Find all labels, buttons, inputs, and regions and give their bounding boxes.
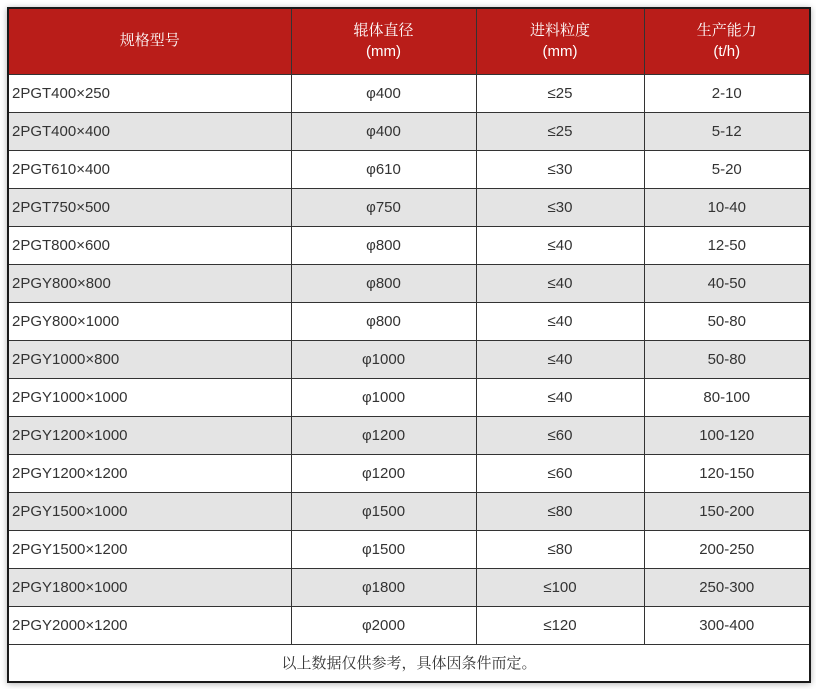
value-cell: 100-120: [644, 416, 810, 454]
table-row: [8, 74, 810, 112]
value-cell: φ610: [291, 150, 476, 188]
header-unit: (mm): [366, 43, 401, 61]
model-cell: 2PGT400×250: [8, 74, 291, 112]
model-cell: 2PGT800×600: [8, 226, 291, 264]
value-cell: ≤40: [476, 264, 644, 302]
value-cell: φ1200: [291, 454, 476, 492]
value-cell: 250-300: [644, 568, 810, 606]
value-cell: ≤100: [476, 568, 644, 606]
header-unit: (t/h): [713, 43, 741, 61]
model-cell: 2PGY1000×1000: [8, 378, 291, 416]
value-cell: ≤120: [476, 606, 644, 644]
header-cell-model: [8, 8, 291, 74]
value-cell: ≤25: [476, 74, 644, 112]
value-cell: φ800: [291, 226, 476, 264]
model-cell: 2PGT610×400: [8, 150, 291, 188]
table-row: [8, 340, 810, 378]
table-row: [8, 454, 810, 492]
value-cell: 5-12: [644, 112, 810, 150]
value-cell: 120-150: [644, 454, 810, 492]
value-cell: ≤80: [476, 530, 644, 568]
value-cell: 200-250: [644, 530, 810, 568]
spec-table: [7, 7, 811, 683]
model-cell: 2PGY1800×1000: [8, 568, 291, 606]
header-row: [8, 8, 810, 74]
value-cell: 40-50: [644, 264, 810, 302]
model-cell: 2PGY2000×1200: [8, 606, 291, 644]
value-cell: 2-10: [644, 74, 810, 112]
header-cell-roller-diameter: [291, 8, 476, 74]
value-cell: ≤30: [476, 150, 644, 188]
table-row: [8, 530, 810, 568]
model-cell: 2PGY1200×1200: [8, 454, 291, 492]
value-cell: 50-80: [644, 340, 810, 378]
value-cell: ≤25: [476, 112, 644, 150]
value-cell: ≤40: [476, 226, 644, 264]
table-row: [8, 416, 810, 454]
header-unit: (mm): [542, 43, 578, 61]
value-cell: φ800: [291, 264, 476, 302]
header-label: 生产能力: [696, 21, 757, 39]
model-cell: 2PGY1200×1000: [8, 416, 291, 454]
value-cell: φ1500: [291, 530, 476, 568]
footer-note: 以上数据仅供参考，具体因条件而定。: [8, 644, 810, 682]
value-cell: 150-200: [644, 492, 810, 530]
table-row: [8, 568, 810, 606]
model-cell: 2PGT400×400: [8, 112, 291, 150]
value-cell: φ1500: [291, 492, 476, 530]
value-cell: φ400: [291, 74, 476, 112]
footer-row: [8, 644, 810, 682]
header-label: 辊体直径: [353, 21, 414, 39]
header-cell-capacity: [644, 8, 810, 74]
table-footer: [8, 644, 810, 682]
value-cell: 5-20: [644, 150, 810, 188]
table-row: [8, 226, 810, 264]
model-cell: 2PGY1500×1200: [8, 530, 291, 568]
value-cell: φ400: [291, 112, 476, 150]
table-row: [8, 378, 810, 416]
value-cell: 80-100: [644, 378, 810, 416]
header-cell-feed-size: [476, 8, 644, 74]
value-cell: ≤60: [476, 416, 644, 454]
table-row: [8, 112, 810, 150]
table-row: [8, 150, 810, 188]
model-cell: 2PGY1500×1000: [8, 492, 291, 530]
value-cell: φ1000: [291, 340, 476, 378]
value-cell: ≤40: [476, 302, 644, 340]
value-cell: ≤40: [476, 378, 644, 416]
table-row: [8, 492, 810, 530]
value-cell: 50-80: [644, 302, 810, 340]
model-cell: 2PGT750×500: [8, 188, 291, 226]
value-cell: φ800: [291, 302, 476, 340]
table-row: [8, 302, 810, 340]
value-cell: 10-40: [644, 188, 810, 226]
value-cell: ≤80: [476, 492, 644, 530]
table-row: [8, 606, 810, 644]
value-cell: 300-400: [644, 606, 810, 644]
table-header: [8, 8, 810, 74]
table-body: [8, 74, 810, 644]
value-cell: φ1800: [291, 568, 476, 606]
model-cell: 2PGY800×800: [8, 264, 291, 302]
model-cell: 2PGY800×1000: [8, 302, 291, 340]
value-cell: ≤40: [476, 340, 644, 378]
value-cell: 12-50: [644, 226, 810, 264]
model-cell: 2PGY1000×800: [8, 340, 291, 378]
value-cell: ≤30: [476, 188, 644, 226]
value-cell: φ1200: [291, 416, 476, 454]
header-label: 进料粒度: [529, 21, 590, 39]
header-label: 规格型号: [119, 32, 180, 50]
value-cell: φ2000: [291, 606, 476, 644]
value-cell: φ750: [291, 188, 476, 226]
table-row: [8, 264, 810, 302]
value-cell: φ1000: [291, 378, 476, 416]
value-cell: ≤60: [476, 454, 644, 492]
table-row: [8, 188, 810, 226]
